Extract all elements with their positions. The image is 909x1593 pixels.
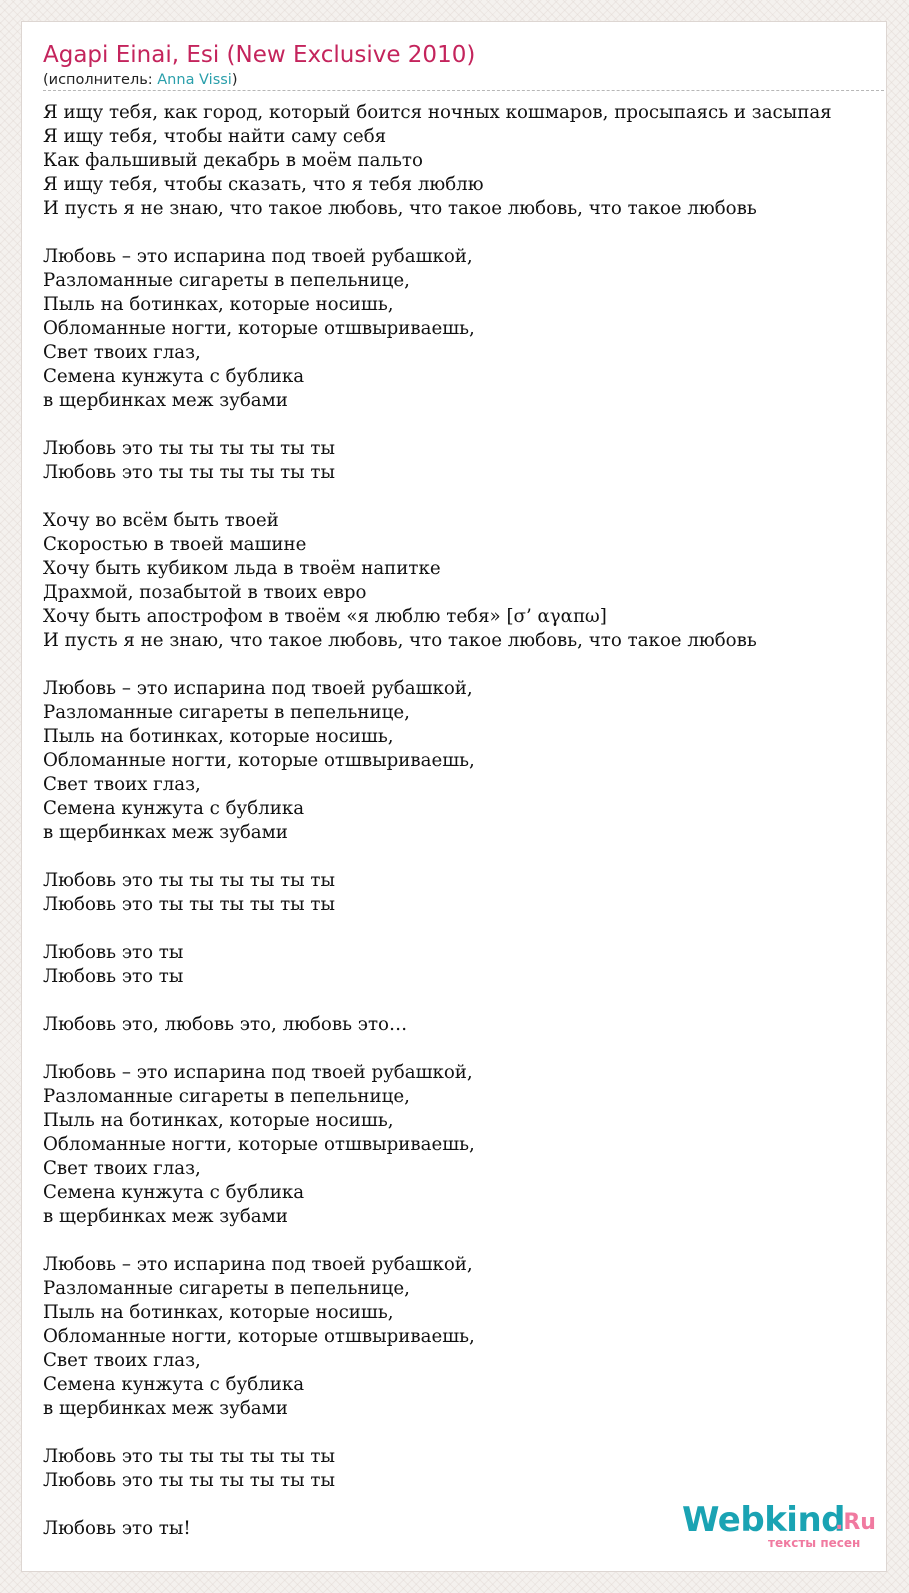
lyric-line: Обломанные ногти, которые отшвыриваешь, bbox=[43, 318, 475, 339]
lyric-line: Любовь – это испарина под твоей рубашкой, bbox=[43, 1062, 473, 1083]
lyric-line: И пусть я не знаю, что такое любовь, что такое любовь, что такое любовь bbox=[43, 198, 757, 219]
lyric-line: Обломанные ногти, которые отшвыриваешь, bbox=[43, 1134, 475, 1155]
logo-name: Webkind bbox=[682, 1500, 845, 1540]
lyric-line: в щербинках меж зубами bbox=[43, 390, 288, 411]
lyric-line: Пыль на ботинках, которые носишь, bbox=[43, 294, 394, 315]
logo-tld: .Ru bbox=[835, 1510, 876, 1535]
lyric-blank-line bbox=[43, 221, 887, 245]
lyric-line: Любовь это ты! bbox=[43, 1518, 191, 1539]
lyric-line: И пусть я не знаю, что такое любовь, что такое любовь, что такое любовь bbox=[43, 630, 757, 651]
lyric-line: Пыль на ботинках, которые носишь, bbox=[43, 1302, 394, 1323]
lyric-line: Разломанные сигареты в пепельнице, bbox=[43, 1086, 410, 1107]
lyric-line: Драхмой, позабытой в твоих евро bbox=[43, 582, 367, 603]
lyric-line: Любовь – это испарина под твоей рубашкой, bbox=[43, 246, 473, 267]
lyric-line: Хочу во всём быть твоей bbox=[43, 510, 279, 531]
lyric-blank-line bbox=[43, 413, 887, 437]
lyric-blank-line bbox=[43, 1037, 887, 1061]
artist-prefix: (исполнитель: bbox=[43, 72, 158, 88]
lyric-line: Любовь это ты ты ты ты ты ты bbox=[43, 1446, 335, 1467]
lyric-blank-line bbox=[43, 845, 887, 869]
lyric-line: Разломанные сигареты в пепельнице, bbox=[43, 702, 410, 723]
lyric-line: Любовь это, любовь это, любовь это… bbox=[43, 1014, 408, 1035]
lyric-line: в щербинках меж зубами bbox=[43, 1398, 288, 1419]
lyric-blank-line bbox=[43, 1229, 887, 1253]
lyric-line: Разломанные сигареты в пепельнице, bbox=[43, 270, 410, 291]
lyric-blank-line bbox=[43, 653, 887, 677]
lyric-line: Хочу быть апострофом в твоём «я люблю тебя» [σ’ αγαπω] bbox=[43, 606, 607, 627]
logo-tagline: тексты песен bbox=[768, 1536, 861, 1550]
lyric-line: Свет твоих глаз, bbox=[43, 342, 201, 363]
lyric-line: Семена кунжута с бублика bbox=[43, 1182, 305, 1203]
lyric-line: в щербинках меж зубами bbox=[43, 822, 288, 843]
lyric-line: Разломанные сигареты в пепельнице, bbox=[43, 1278, 410, 1299]
lyric-line: Семена кунжута с бублика bbox=[43, 366, 305, 387]
lyric-line: Любовь это ты ты ты ты ты ты bbox=[43, 894, 335, 915]
lyric-line: Семена кунжута с бублика bbox=[43, 1374, 305, 1395]
artist-suffix: ) bbox=[231, 72, 238, 88]
lyric-line: Любовь это ты bbox=[43, 966, 184, 987]
lyric-blank-line bbox=[43, 917, 887, 941]
lyric-line: Пыль на ботинках, которые носишь, bbox=[43, 726, 394, 747]
lyric-line: Я ищу тебя, чтобы сказать, что я тебя люблю bbox=[43, 174, 484, 195]
lyric-line: Любовь – это испарина под твоей рубашкой, bbox=[43, 678, 473, 699]
lyric-line: в щербинках меж зубами bbox=[43, 1206, 288, 1227]
lyric-blank-line bbox=[43, 485, 887, 509]
lyric-line: Свет твоих глаз, bbox=[43, 1158, 201, 1179]
lyric-line: Семена кунжута с бублика bbox=[43, 798, 305, 819]
artist-line bbox=[43, 70, 238, 90]
artist-link[interactable]: Anna Vissi bbox=[157, 72, 232, 88]
lyric-line: Любовь – это испарина под твоей рубашкой, bbox=[43, 1254, 473, 1275]
lyric-line: Любовь это ты ты ты ты ты ты bbox=[43, 462, 335, 483]
webkind-logo[interactable] bbox=[682, 1500, 882, 1560]
lyric-line: Как фальшивый декабрь в моём пальто bbox=[43, 150, 423, 171]
lyric-line: Я ищу тебя, как город, который боится ночных кошмаров, просыпаясь и засыпая bbox=[43, 102, 832, 123]
lyric-line: Я ищу тебя, чтобы найти саму себя bbox=[43, 126, 387, 147]
lyric-line: Любовь это ты ты ты ты ты ты bbox=[43, 1470, 335, 1491]
lyric-line: Любовь это ты ты ты ты ты ты bbox=[43, 870, 335, 891]
song-title: Agapi Einai, Esi (New Exclusive 2010) bbox=[43, 42, 476, 68]
lyric-line: Хочу быть кубиком льда в твоём напитке bbox=[43, 558, 441, 579]
title-divider bbox=[43, 90, 887, 91]
lyric-line: Обломанные ногти, которые отшвыриваешь, bbox=[43, 1326, 475, 1347]
lyrics-body bbox=[43, 101, 887, 1541]
lyric-line: Обломанные ногти, которые отшвыриваешь, bbox=[43, 750, 475, 771]
lyric-line: Любовь это ты bbox=[43, 942, 184, 963]
lyric-line: Свет твоих глаз, bbox=[43, 1350, 201, 1371]
lyric-blank-line bbox=[43, 989, 887, 1013]
lyric-line: Скоростью в твоей машине bbox=[43, 534, 307, 555]
lyric-blank-line bbox=[43, 1421, 887, 1445]
lyrics-card bbox=[21, 21, 887, 1572]
lyric-line: Свет твоих глаз, bbox=[43, 774, 201, 795]
lyric-line: Пыль на ботинках, которые носишь, bbox=[43, 1110, 394, 1131]
lyric-line: Любовь это ты ты ты ты ты ты bbox=[43, 438, 335, 459]
